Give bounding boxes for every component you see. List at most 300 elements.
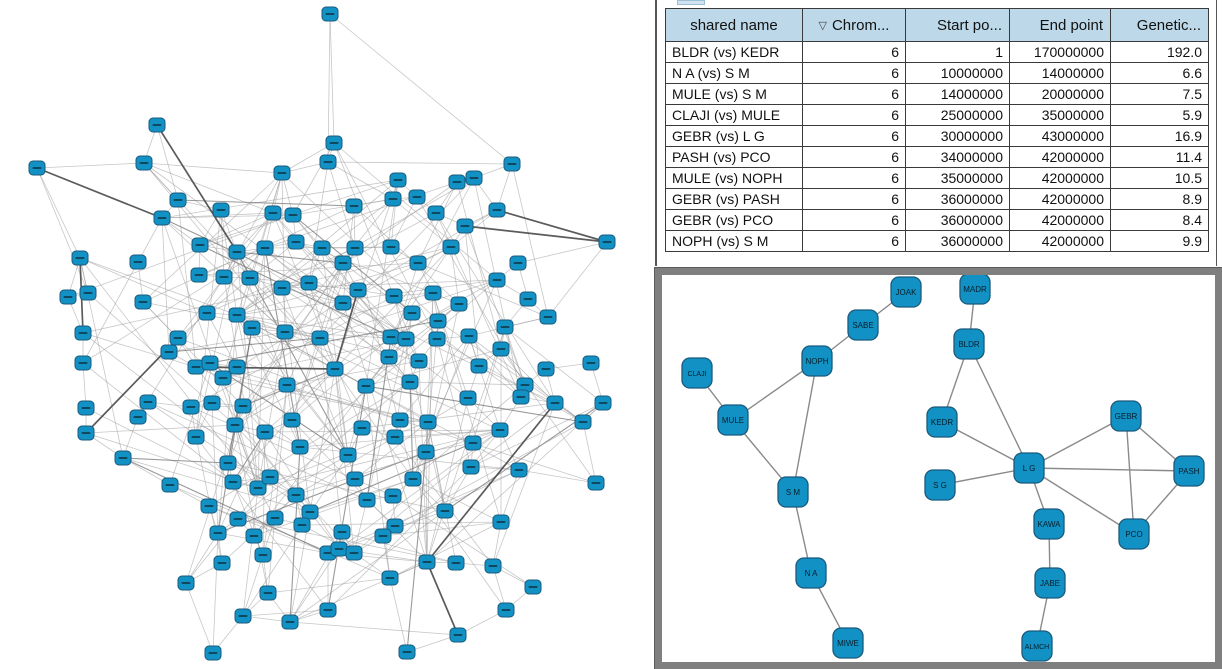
table-cell[interactable]: 170000000 <box>1010 42 1111 63</box>
node-label <box>386 577 395 579</box>
sort-descending-icon: ▽ <box>818 19 827 32</box>
table-cell[interactable]: GEBR (vs) PASH <box>666 189 803 210</box>
network-node[interactable] <box>72 251 88 265</box>
table-cell[interactable]: 6 <box>803 105 906 126</box>
network-node[interactable] <box>78 426 94 440</box>
network-node[interactable] <box>191 268 207 282</box>
network-node[interactable] <box>75 356 91 370</box>
table-row[interactable] <box>666 105 1209 126</box>
node-label <box>248 327 257 329</box>
node-label <box>119 457 128 459</box>
network-node[interactable] <box>485 559 501 573</box>
network-node-almch[interactable] <box>1022 631 1052 661</box>
node-label <box>330 142 339 144</box>
network-node[interactable] <box>383 330 399 344</box>
network-node[interactable] <box>227 418 243 432</box>
network-node[interactable] <box>320 155 336 169</box>
network-node[interactable] <box>354 421 370 435</box>
network-node[interactable] <box>302 505 318 519</box>
node-label <box>192 366 201 368</box>
table-cell[interactable]: 35000000 <box>906 168 1010 189</box>
network-node[interactable] <box>428 206 444 220</box>
node-label <box>261 431 270 433</box>
network-node[interactable] <box>162 478 178 492</box>
network-node[interactable] <box>320 603 336 617</box>
node-label <box>153 124 162 126</box>
node-label <box>174 199 183 201</box>
network-node-pco[interactable] <box>1119 519 1149 549</box>
table-cell[interactable]: 42000000 <box>1010 231 1111 252</box>
network-node[interactable] <box>381 350 397 364</box>
node-label: N A <box>804 569 818 578</box>
network-node[interactable] <box>136 156 152 170</box>
table-cell[interactable]: 6 <box>803 84 906 105</box>
network-node-claji[interactable] <box>682 358 712 388</box>
network-node[interactable] <box>235 609 251 623</box>
network-node[interactable] <box>192 238 208 252</box>
node-label <box>79 332 88 334</box>
table-cell[interactable]: 10000000 <box>906 63 1010 84</box>
network-node[interactable] <box>292 440 308 454</box>
network-node[interactable] <box>498 603 514 617</box>
table-cell[interactable]: 20000000 <box>1010 84 1111 105</box>
column-header-shared-name[interactable] <box>666 9 803 42</box>
table-cell[interactable]: 42000000 <box>1010 168 1111 189</box>
table-cell[interactable]: 11.4 <box>1111 147 1209 168</box>
node-label <box>278 172 287 174</box>
network-node[interactable] <box>288 235 304 249</box>
network-node[interactable] <box>213 203 229 217</box>
node-label <box>292 241 301 243</box>
network-node[interactable] <box>375 529 391 543</box>
node-label <box>455 303 464 305</box>
network-node[interactable] <box>402 375 418 389</box>
node-label <box>579 421 588 423</box>
node-label <box>406 381 415 383</box>
node-label <box>454 634 463 636</box>
table-cell[interactable]: 25000000 <box>906 105 1010 126</box>
network-node[interactable] <box>492 423 508 437</box>
node-label <box>220 276 229 278</box>
network-node[interactable] <box>493 515 509 529</box>
node-label: MULE <box>721 416 745 425</box>
network-node[interactable] <box>385 192 401 206</box>
table-cell[interactable]: 42000000 <box>1010 210 1111 231</box>
table-row[interactable] <box>666 210 1209 231</box>
table-cell[interactable]: 42000000 <box>1010 147 1111 168</box>
network-node[interactable] <box>75 326 91 340</box>
column-header-start-position[interactable] <box>906 9 1010 42</box>
table-cell[interactable]: GEBR (vs) L G <box>666 126 803 147</box>
network-node-madr[interactable] <box>960 275 990 304</box>
network-node[interactable] <box>471 359 487 373</box>
network-node[interactable] <box>383 240 399 254</box>
network-node[interactable] <box>493 342 509 356</box>
network-node[interactable] <box>326 136 342 150</box>
node-label <box>144 401 153 403</box>
node-label <box>529 586 538 588</box>
node-label <box>82 432 91 434</box>
node-label <box>82 407 91 409</box>
node-label <box>139 301 148 303</box>
network-node[interactable] <box>385 489 401 503</box>
node-label: L G <box>1022 464 1036 473</box>
network-node[interactable] <box>335 256 351 270</box>
network-node[interactable] <box>510 256 526 270</box>
network-node[interactable] <box>410 256 426 270</box>
network-node[interactable] <box>246 529 262 543</box>
network-node[interactable] <box>390 173 406 187</box>
node-label <box>389 495 398 497</box>
node-label <box>521 384 530 386</box>
table-cell[interactable]: 1 <box>906 42 1010 63</box>
sub-network-viewport <box>662 275 1215 662</box>
network-node[interactable] <box>346 546 362 560</box>
node-label: S G <box>933 481 947 490</box>
network-node[interactable] <box>294 518 310 532</box>
network-node[interactable] <box>504 157 520 171</box>
table-cell[interactable]: MULE (vs) S M <box>666 84 803 105</box>
network-node[interactable] <box>130 410 146 424</box>
table-cell[interactable]: MULE (vs) NOPH <box>666 168 803 189</box>
network-node[interactable] <box>29 161 45 175</box>
network-node[interactable] <box>274 166 290 180</box>
network-node[interactable] <box>265 206 281 220</box>
network-node[interactable] <box>443 240 459 254</box>
network-node[interactable] <box>411 354 427 368</box>
network-node[interactable] <box>425 286 441 300</box>
network-node[interactable] <box>80 286 96 300</box>
network-node[interactable] <box>350 283 366 297</box>
table-row[interactable] <box>666 231 1209 252</box>
node-label <box>217 209 226 211</box>
network-node[interactable] <box>244 321 260 335</box>
network-node[interactable] <box>466 171 482 185</box>
network-node[interactable] <box>404 306 420 320</box>
table-cell[interactable]: BLDR (vs) KEDR <box>666 42 803 63</box>
network-node[interactable] <box>430 314 446 328</box>
table-row[interactable] <box>666 168 1209 189</box>
node-label <box>224 462 233 464</box>
node-label <box>465 335 474 337</box>
network-node[interactable] <box>230 512 246 526</box>
network-node[interactable] <box>461 329 477 343</box>
network-node[interactable] <box>450 628 466 642</box>
network-node[interactable] <box>334 525 350 539</box>
node-label <box>174 337 183 339</box>
node-label <box>234 518 243 520</box>
network-node[interactable] <box>327 362 343 376</box>
network-node[interactable] <box>149 118 165 132</box>
table-cell[interactable]: 36000000 <box>906 189 1010 210</box>
table-cell[interactable]: 6.6 <box>1111 63 1209 84</box>
network-node[interactable] <box>405 472 421 486</box>
node-label: JABE <box>1039 579 1061 588</box>
table-cell[interactable]: PASH (vs) PCO <box>666 147 803 168</box>
network-node[interactable] <box>489 273 505 287</box>
table-cell[interactable]: 6 <box>803 126 906 147</box>
table-cell[interactable]: 36000000 <box>906 231 1010 252</box>
network-node-s-m[interactable] <box>778 477 808 507</box>
network-node[interactable] <box>201 499 217 513</box>
network-node[interactable] <box>418 445 434 459</box>
network-node[interactable] <box>347 241 363 255</box>
table-row[interactable] <box>666 84 1209 105</box>
network-node[interactable] <box>465 436 481 450</box>
network-node[interactable] <box>301 276 317 290</box>
horizontal-scrollbar-thumb[interactable] <box>677 0 705 5</box>
network-node[interactable] <box>229 245 245 259</box>
column-header-end-point[interactable] <box>1010 9 1111 42</box>
network-node[interactable] <box>358 379 374 393</box>
main-network-nodes <box>29 7 615 660</box>
network-node[interactable] <box>347 472 363 486</box>
network-node[interactable] <box>595 396 611 410</box>
table-cell[interactable]: 8.4 <box>1111 210 1209 231</box>
node-label <box>233 251 242 253</box>
network-node[interactable] <box>497 320 513 334</box>
network-node[interactable] <box>282 615 298 629</box>
table-cell[interactable]: 16.9 <box>1111 126 1209 147</box>
network-node[interactable] <box>161 345 177 359</box>
network-node[interactable] <box>599 235 615 249</box>
network-node[interactable] <box>210 526 226 540</box>
node-label <box>508 163 517 165</box>
network-node-bldr[interactable] <box>954 329 984 359</box>
table-cell[interactable]: 36000000 <box>906 210 1010 231</box>
node-label <box>292 494 301 496</box>
table-cell[interactable]: 6 <box>803 231 906 252</box>
network-node[interactable] <box>451 297 467 311</box>
table-cell[interactable]: 42000000 <box>1010 189 1111 210</box>
table-cell[interactable]: 6 <box>803 42 906 63</box>
table-row[interactable] <box>666 42 1209 63</box>
node-label <box>338 531 347 533</box>
node-label <box>84 292 93 294</box>
column-header-genetic-distance[interactable] <box>1111 9 1209 42</box>
network-node[interactable] <box>284 413 300 427</box>
network-node[interactable] <box>78 401 94 415</box>
table-cell[interactable]: 192.0 <box>1111 42 1209 63</box>
node-label <box>452 562 461 564</box>
network-node-noph[interactable] <box>802 346 832 376</box>
network-node[interactable] <box>538 362 554 376</box>
network-node[interactable] <box>267 511 283 525</box>
network-node[interactable] <box>220 456 236 470</box>
network-node[interactable] <box>511 463 527 477</box>
table-cell[interactable]: 5.9 <box>1111 105 1209 126</box>
node-label <box>432 212 441 214</box>
node-label <box>423 561 432 563</box>
node-label <box>542 368 551 370</box>
network-node[interactable] <box>178 576 194 590</box>
network-node-kedr[interactable] <box>927 407 957 437</box>
node-label <box>324 609 333 611</box>
table-cell[interactable]: 35000000 <box>1010 105 1111 126</box>
node-label <box>501 326 510 328</box>
table-cell[interactable]: 7.5 <box>1111 84 1209 105</box>
table-row[interactable] <box>666 63 1209 84</box>
network-node[interactable] <box>242 271 258 285</box>
network-node[interactable] <box>202 356 218 370</box>
network-node[interactable] <box>170 193 186 207</box>
table-cell[interactable]: 10.5 <box>1111 168 1209 189</box>
node-label <box>461 225 470 227</box>
table-cell[interactable]: 6 <box>803 63 906 84</box>
network-node[interactable] <box>199 306 215 320</box>
network-node[interactable] <box>419 555 435 569</box>
network-node[interactable] <box>154 211 170 225</box>
sub-network-canvas[interactable] <box>662 275 1215 662</box>
table-row[interactable] <box>666 147 1209 168</box>
network-node-joak[interactable] <box>891 277 921 307</box>
network-node[interactable] <box>346 199 362 213</box>
network-node[interactable] <box>513 390 529 404</box>
network-node[interactable] <box>214 556 230 570</box>
network-node[interactable] <box>386 289 402 303</box>
network-node[interactable] <box>279 378 295 392</box>
network-node[interactable] <box>335 296 351 310</box>
network-node[interactable] <box>463 460 479 474</box>
network-node-l-g[interactable] <box>1014 453 1044 483</box>
node-label <box>517 396 526 398</box>
network-node[interactable] <box>420 415 436 429</box>
table-cell[interactable]: 8.9 <box>1111 189 1209 210</box>
network-node[interactable] <box>115 451 131 465</box>
panel-divider <box>1216 0 1217 266</box>
network-node-jabe[interactable] <box>1035 568 1065 598</box>
network-node[interactable] <box>215 371 231 385</box>
node-label: CLAJI <box>687 371 707 378</box>
network-node[interactable] <box>262 470 278 484</box>
table-cell[interactable]: 14000000 <box>906 84 1010 105</box>
network-node[interactable] <box>170 331 186 345</box>
column-header-chromosome[interactable] <box>803 9 906 42</box>
table-cell[interactable]: 14000000 <box>1010 63 1111 84</box>
table-cell[interactable]: 6 <box>803 210 906 231</box>
network-node[interactable] <box>449 175 465 189</box>
network-node-s-g[interactable] <box>925 470 955 500</box>
network-node[interactable] <box>409 190 425 204</box>
network-node[interactable] <box>229 308 245 322</box>
table-cell[interactable]: 6 <box>803 189 906 210</box>
network-node[interactable] <box>331 542 347 556</box>
network-node[interactable] <box>387 430 403 444</box>
node-label <box>354 289 363 291</box>
network-node[interactable] <box>312 331 328 345</box>
node-label <box>229 481 238 483</box>
network-node-n-a[interactable] <box>796 558 826 588</box>
network-node[interactable] <box>216 270 232 284</box>
network-node[interactable] <box>489 203 505 217</box>
network-node[interactable] <box>130 255 146 269</box>
node-label <box>414 262 423 264</box>
network-node[interactable] <box>399 645 415 659</box>
table-cell[interactable]: GEBR (vs) PCO <box>666 210 803 231</box>
network-node[interactable] <box>257 425 273 439</box>
network-node[interactable] <box>135 295 151 309</box>
node-label <box>524 298 533 300</box>
network-node[interactable] <box>583 356 599 370</box>
network-node[interactable] <box>398 332 414 346</box>
node-label <box>415 360 424 362</box>
table-row[interactable] <box>666 189 1209 210</box>
network-node-pash[interactable] <box>1174 456 1204 486</box>
network-node[interactable] <box>429 332 445 346</box>
network-node[interactable] <box>520 292 536 306</box>
network-node[interactable] <box>274 281 290 295</box>
network-node[interactable] <box>359 493 375 507</box>
network-node[interactable] <box>288 488 304 502</box>
table-row[interactable] <box>666 126 1209 147</box>
network-node[interactable] <box>205 646 221 660</box>
network-node[interactable] <box>525 580 541 594</box>
node-label <box>209 652 218 654</box>
network-node[interactable] <box>277 325 293 339</box>
network-node[interactable] <box>448 556 464 570</box>
node-label <box>475 365 484 367</box>
network-node-gebr[interactable] <box>1111 401 1141 431</box>
network-node[interactable] <box>140 395 156 409</box>
network-node-kawa[interactable] <box>1034 509 1064 539</box>
table-cell[interactable]: NOPH (vs) S M <box>666 231 803 252</box>
network-node[interactable] <box>260 586 276 600</box>
table-cell[interactable]: 6 <box>803 168 906 189</box>
network-node[interactable] <box>437 504 453 518</box>
network-node[interactable] <box>575 415 591 429</box>
network-node-sabe[interactable] <box>848 310 878 340</box>
table-cell[interactable]: 34000000 <box>906 147 1010 168</box>
table-cell[interactable]: 6 <box>803 147 906 168</box>
node-label: MADR <box>963 285 987 294</box>
network-node[interactable] <box>540 310 556 324</box>
table-cell[interactable]: 30000000 <box>906 126 1010 147</box>
network-node[interactable] <box>340 448 356 462</box>
network-node[interactable] <box>314 241 330 255</box>
network-node[interactable] <box>204 396 220 410</box>
network-node[interactable] <box>235 399 251 413</box>
network-node-mule[interactable] <box>718 405 748 435</box>
network-node[interactable] <box>457 219 473 233</box>
network-node[interactable] <box>588 476 604 490</box>
network-node[interactable] <box>322 7 338 21</box>
table-cell[interactable]: CLAJI (vs) MULE <box>666 105 803 126</box>
network-node[interactable] <box>188 430 204 444</box>
network-node[interactable] <box>382 571 398 585</box>
network-node[interactable] <box>257 241 273 255</box>
network-node[interactable] <box>60 290 76 304</box>
edge-attribute-table <box>665 8 1209 252</box>
network-node[interactable] <box>183 400 199 414</box>
network-node[interactable] <box>229 360 245 374</box>
node-label: PCO <box>1125 530 1143 539</box>
table-cell[interactable]: N A (vs) S M <box>666 63 803 84</box>
network-node[interactable] <box>225 475 241 489</box>
node-label <box>205 505 214 507</box>
node-label <box>203 312 212 314</box>
table-cell[interactable]: 43000000 <box>1010 126 1111 147</box>
network-node[interactable] <box>392 413 408 427</box>
column-label: Genetic... <box>1136 16 1201 34</box>
network-node[interactable] <box>547 396 563 410</box>
table-cell[interactable]: 9.9 <box>1111 231 1209 252</box>
network-node[interactable] <box>460 391 476 405</box>
network-node-miwe[interactable] <box>833 628 863 658</box>
network-node[interactable] <box>285 208 301 222</box>
network-node[interactable] <box>255 548 271 562</box>
node-label <box>246 277 255 279</box>
node-label <box>305 282 314 284</box>
